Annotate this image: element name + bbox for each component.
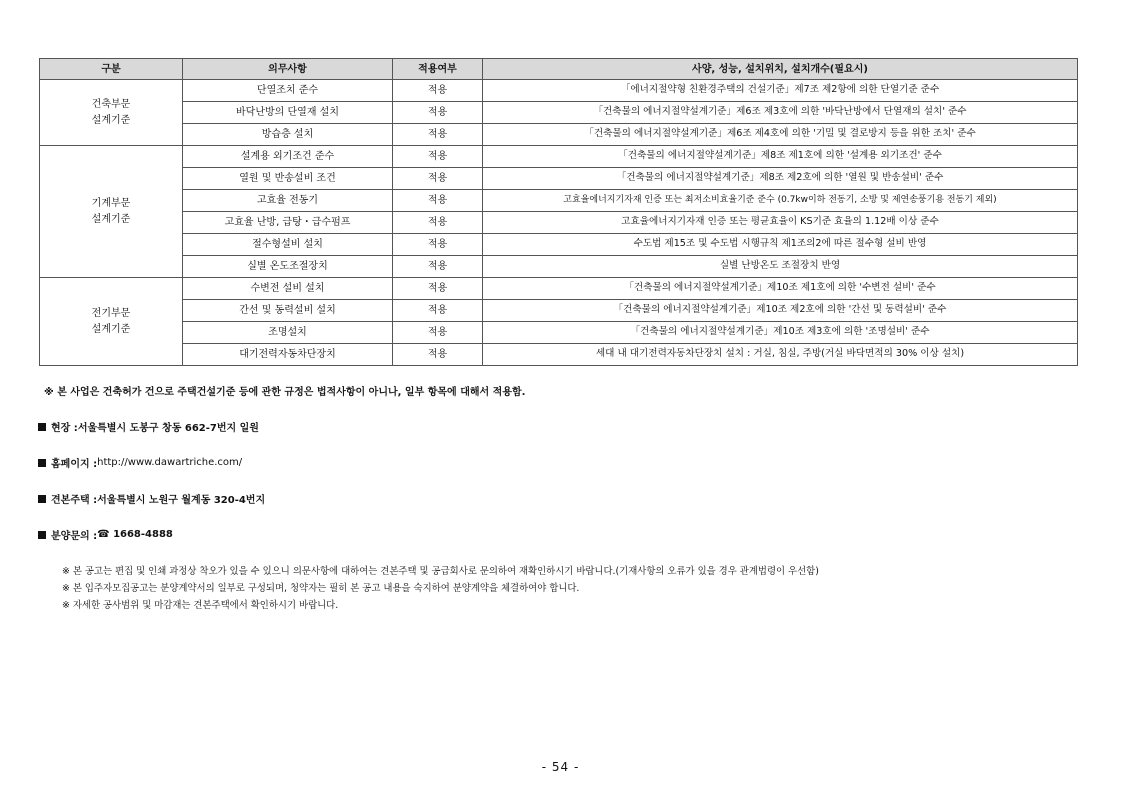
fine-note: ※ 본 공고는 편집 및 인쇄 과정상 착오가 있을 수 있으니 의문사항에 대하여는 견본주택 및 공급회사로 문의하여 재확인하시기 바랍니다.(기재사항의 오류가 있을 경우 관계법령이 우선함) (62, 566, 819, 577)
applied-cell: 적용 (393, 278, 483, 300)
table-row (40, 278, 1078, 300)
fine-notes (62, 563, 819, 614)
spec-cell: 고효율에너지기자재 인증 또는 최저소비효율기준 준수 (0.7kw이하 전동기, 소방 및 제연송풍기용 전동기 제외) (483, 190, 1078, 212)
spec-cell: 「건축물의 에너지절약설계기준」제10조 제2호에 의한 '간선 및 동력설비' 준수 (483, 300, 1078, 322)
table-row (40, 322, 1078, 344)
applied-cell: 적용 (393, 234, 483, 256)
obligation-cell: 조명설치 (183, 322, 393, 344)
category-label: 기계부문 설계기준 (91, 197, 131, 225)
table-row (40, 102, 1078, 124)
header-applied: 적용여부 (393, 59, 483, 80)
category-label: 건축부문 설계기준 (91, 98, 131, 126)
spec-cell: 「건축물의 에너지절약설계기준」제6조 제3호에 의한 '바닥난방에서 단열재의 설치' 준수 (483, 102, 1078, 124)
table-row (40, 80, 1078, 102)
bullet-square-icon (38, 459, 46, 467)
table-header-row (40, 59, 1078, 80)
spec-cell: 「에너지절약형 친환경주택의 건설기준」제7조 제2항에 의한 단열기준 준수 (483, 80, 1078, 102)
obligation-cell: 고효율 전동기 (183, 190, 393, 212)
applied-cell: 적용 (393, 190, 483, 212)
spec-cell: 고효율에너지기자재 인증 또는 평균효율이 KS기준 효율의 1.12배 이상 준수 (483, 212, 1078, 234)
bullet-square-icon (38, 531, 46, 539)
applied-cell: 적용 (393, 168, 483, 190)
obligation-cell: 설계용 외기조건 준수 (183, 146, 393, 168)
table-row (40, 234, 1078, 256)
obligation-cell: 열원 및 반송설비 조건 (183, 168, 393, 190)
spec-cell: 수도법 제15조 및 수도법 시행규칙 제1조의2에 따른 절수형 설비 반영 (483, 234, 1078, 256)
spec-cell: 세대 내 대기전력자동차단장치 설치 : 거실, 침실, 주방(거실 바닥면적의 30% 이상 설치) (483, 344, 1078, 366)
obligation-cell: 수변전 설비 설치 (183, 278, 393, 300)
site-value: 서울특별시 도봉구 창동 662-7번지 일원 (77, 423, 259, 434)
contact-label: 분양문의 : (51, 531, 98, 542)
table-row (40, 146, 1078, 168)
applied-cell: 적용 (393, 146, 483, 168)
obligation-cell: 단열조치 준수 (183, 80, 393, 102)
fine-note: ※ 자세한 공사범위 및 마감재는 견본주택에서 확인하시기 바랍니다. (62, 600, 339, 611)
obligation-cell: 바닥난방의 단열재 설치 (183, 102, 393, 124)
category-electrical (40, 278, 183, 366)
table-row (40, 300, 1078, 322)
applied-cell: 적용 (393, 124, 483, 146)
spec-cell: 실별 난방온도 조절장치 반영 (483, 256, 1078, 278)
fine-note: ※ 본 입주자모집공고는 분양계약서의 일부로 구성되며, 청약자는 필히 본 공고 내용을 숙지하여 분양계약을 체결하여야 합니다. (62, 583, 580, 594)
header-obligation: 의무사항 (183, 59, 393, 80)
obligation-cell: 실별 온도조절장치 (183, 256, 393, 278)
obligation-cell: 고효율 난방, 급탕・급수펌프 (183, 212, 393, 234)
applied-cell: 적용 (393, 80, 483, 102)
spec-cell: 「건축물의 에너지절약설계기준」제8조 제2호에 의한 '열원 및 반송설비' 준수 (483, 168, 1078, 190)
table-row (40, 212, 1078, 234)
applied-cell: 적용 (393, 344, 483, 366)
spec-cell: 「건축물의 에너지절약설계기준」제10조 제1호에 의한 '수변전 설비' 준수 (483, 278, 1078, 300)
category-architecture (40, 80, 183, 146)
model-house-label: 견본주택 : (51, 495, 98, 506)
table-footnote: ※ 본 사업은 건축허가 건으로 주택건설기준 등에 관한 규정은 법적사항이 아니나, 일부 항목에 대해서 적용함. (44, 387, 526, 398)
table-row (40, 124, 1078, 146)
spec-cell: 「건축물의 에너지절약설계기준」제8조 제1호에 의한 '설계용 외기조건' 준수 (483, 146, 1078, 168)
header-spec: 사양, 성능, 설치위치, 설치개수(필요시) (483, 59, 1078, 80)
energy-standards-table (39, 58, 1078, 366)
contact-phone: ☎ 1668-4888 (97, 529, 173, 540)
applied-cell: 적용 (393, 212, 483, 234)
category-mechanical (40, 146, 183, 278)
site-label: 현장 : (51, 423, 78, 434)
category-label: 전기부문 설계기준 (91, 307, 131, 335)
obligation-cell: 절수형설비 설치 (183, 234, 393, 256)
homepage-info (38, 455, 242, 470)
model-house-info (38, 491, 265, 506)
site-info (38, 419, 259, 434)
page-number: - 54 - (541, 760, 580, 774)
table-row (40, 190, 1078, 212)
bullet-square-icon (38, 423, 46, 431)
homepage-label: 홈페이지 : (51, 459, 98, 470)
obligation-cell: 방습층 설치 (183, 124, 393, 146)
model-house-value: 서울특별시 노원구 월계동 320-4번지 (97, 495, 266, 506)
table-row (40, 344, 1078, 366)
homepage-link[interactable]: http://www.dawartriche.com/ (97, 457, 243, 468)
applied-cell: 적용 (393, 322, 483, 344)
spec-cell: 「건축물의 에너지절약설계기준」제6조 제4호에 의한 '기밀 및 결로방지 등을 위한 조치' 준수 (483, 124, 1078, 146)
applied-cell: 적용 (393, 256, 483, 278)
applied-cell: 적용 (393, 102, 483, 124)
obligation-cell: 간선 및 동력설비 설치 (183, 300, 393, 322)
spec-cell: 「건축물의 에너지절약설계기준」제10조 제3호에 의한 '조명설비' 준수 (483, 322, 1078, 344)
header-category: 구분 (40, 59, 183, 80)
applied-cell: 적용 (393, 300, 483, 322)
contact-info (38, 527, 173, 542)
bullet-square-icon (38, 495, 46, 503)
table-row (40, 168, 1078, 190)
obligation-cell: 대기전력자동차단장치 (183, 344, 393, 366)
table-row (40, 256, 1078, 278)
